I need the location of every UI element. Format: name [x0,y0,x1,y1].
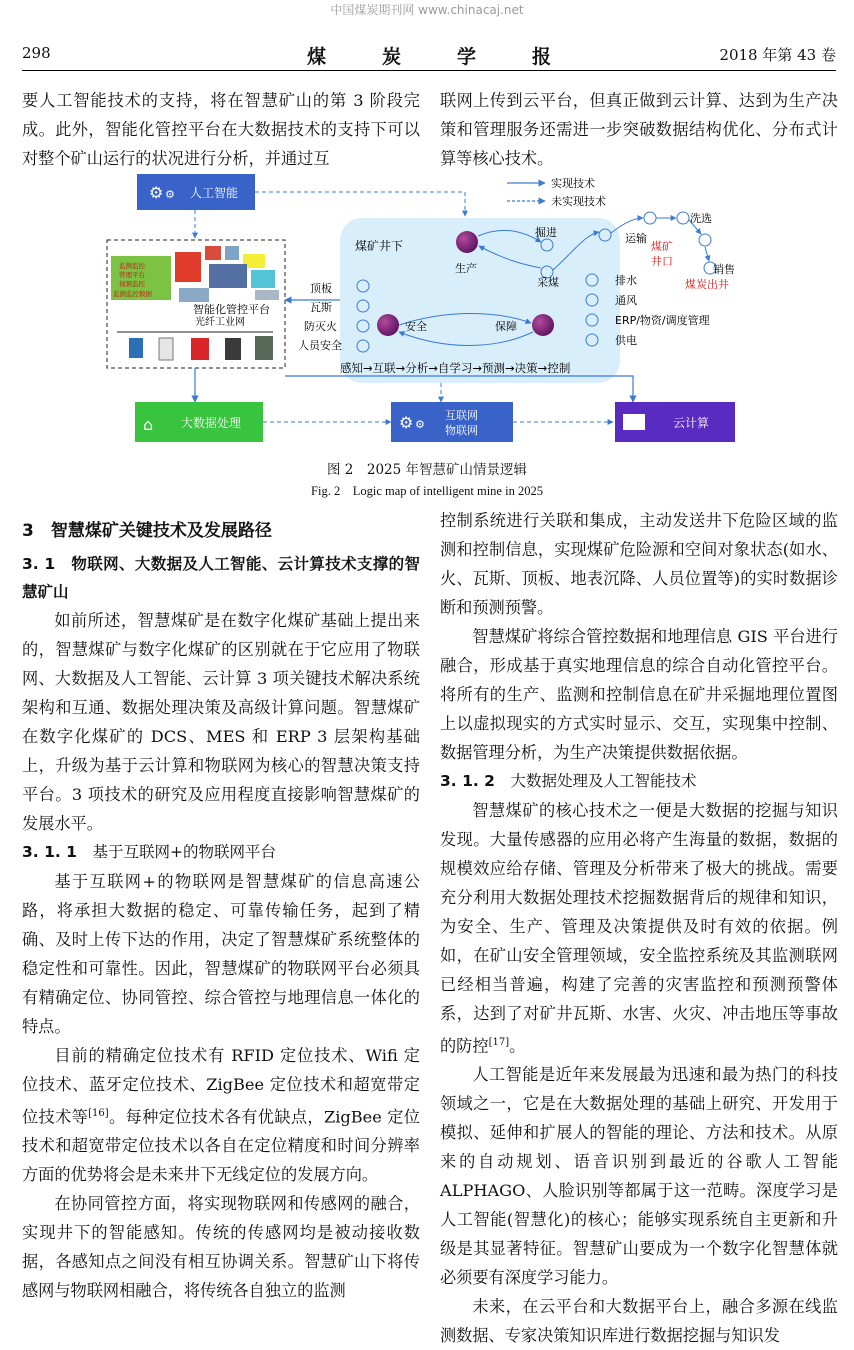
paragraph: 要人工智能技术的支持，将在智慧矿山的第 3 阶段完成。此外，智能化管控平台在大数据技术的支持下可以对整个矿山运行的状况进行分析，并通过互 [22,91,420,168]
svg-text:井口: 井口 [651,255,673,268]
support-label: 保障 [495,320,517,333]
paragraph: 智慧煤矿的核心技术之一便是大数据的挖掘与知识发现。大量传感器的应用必将产生海量的数据，数据的规模效应给存储、管理及分析带来了极大的挑战。需要充分利用大数据处理技术挖掘数据背后的规律和知识，为安全、生产、管理及决策提供及时有效的依据。例如，在矿山安全管理领域，安全监控系统及其监测联网已经相当普遍，构建了完善的灾害监控和预测预警体系，达到了对矿井瓦斯、水害、火灾、冲击地压等事故的防控[17]。 [440,801,838,1056]
safety-label: 安全 [405,320,427,333]
paragraph: 人工智能是近年来发展最为迅速和最为热门的科技领域之一，它是在大数据处理的基础上研究、开发用于模拟、延伸和扩展人的智能的理论、方法和技术。从原来的自动规划、语音识别到最近的谷歌人工智能 ALPHAGO、人脸识别等都属于这一范畴。深度学习是人工智能(智慧化)的核心；能够实现系统自主更新和升级是其显著特征。智慧矿山要成为一个数字化智慧体就必须要有深度学习能力。 [440,1065,838,1288]
citation: [16] [88,1108,109,1119]
legend-unrealized: 未实现技术 [551,195,606,208]
process-chain: 感知→互联→分析→自学习→预测→决策→控制 [340,361,571,375]
page-number: 298 [22,44,51,62]
svg-text:煤炭出井: 煤炭出井 [685,278,729,291]
paragraph: 在协同管控方面，将实现物联网和传感网的融合，实现井下的智能感知。传统的传感网均是被动接收数据，各感知点之间没有相互协调关系。智慧矿山下将传感网与物联网相融合，将传统各自独立的监测 [22,1194,420,1301]
legend-realized: 实现技术 [551,177,595,190]
mine-area [285,218,620,383]
home-icon: ⌂ [143,415,154,434]
gear-icon: ⚙ [415,418,425,431]
section-heading: 3 智慧煤矿关键技术及发展路径 [22,521,272,541]
top-left-text [22,86,420,173]
volume-info: 2018 年第 43 卷 [719,46,836,64]
panel-note: 监测监控数据 [113,290,152,298]
figure-2-diagram [105,170,755,450]
svg-text:监测监控: 监测监控 [119,262,145,270]
support-node [532,314,554,336]
production-node [456,231,478,253]
svg-text:销售: 销售 [713,263,735,276]
bigdata-box [135,402,263,442]
right-column [440,506,838,1350]
svg-text:顶板: 顶板 [310,282,332,295]
gear-icon: ⚙ [165,188,175,201]
cloud-label: 云计算 [673,416,710,430]
journal-title: 煤炭学报 [306,46,607,68]
svg-text:通风: 通风 [615,294,637,307]
subsubsection-heading: 3. 1. 2 大数据处理及人工智能技术 [440,772,697,790]
svg-text:ERP/物资/调度管理: ERP/物资/调度管理 [615,314,710,327]
briefcase-icon [623,414,645,430]
citation: [17] [488,1037,510,1048]
paragraph: 基于互联网+的物联网是智慧煤矿的信息高速公路，将承担大数据的稳定、可靠传输任务，起到了精确、及时上传下达的作用，决定了智慧煤矿系统整体的稳定性和可靠性。因此，智慧煤矿的物联网平台必须具有精确定位、协同管控、综合管控与地理信息一体化的特点。 [22,872,420,1036]
safety-node [377,314,399,336]
panel-title: 智能化管控平台 [193,303,270,316]
paragraph: 控制系统进行关联和集成，主动发送井下危险区域的监测和控制信息，实现煤矿危险源和空间对象状态(如水、火、瓦斯、顶板、地表沉降、人员位置等)的实时数据诊断和预测预警。 [440,511,838,617]
ai-box [137,174,255,210]
gear-icon: ⚙ [399,413,414,432]
svg-text:洗选: 洗选 [690,212,712,225]
svg-text:采煤: 采煤 [537,276,559,289]
left-column [22,514,420,1305]
left-panel [107,240,285,368]
mine-label: 煤矿井下 [355,239,404,253]
bigdata-label: 大数据处理 [181,416,242,430]
paragraph: 目前的精确定位技术有 RFID 定位技术、Wifi 定位技术、蓝牙定位技术、ZigBee 定位技术和超宽带定位技术等[16]。每种定位技术各有优缺点，ZigBee 定位技术和超宽带定位技术以各自在定位精度和时间分辨率方面的优势将会是未来井下无线定位的发展方向。 [22,1046,420,1185]
watermark: 中国煤炭期刊网 www.chinacaj.net [330,3,524,17]
svg-text:运输: 运输 [625,232,647,245]
paragraph: 联网上传到云平台，但真正做到云计算、达到为生产决策和管理服务还需进一步突破数据结构优化、分布式计算等核心技术。 [440,91,838,168]
iot-box [391,402,513,442]
svg-text:瓦斯: 瓦斯 [310,301,332,314]
paragraph: 未来，在云平台和大数据平台上，融合多源在线监测数据、专家决策知识库进行数据挖掘与知识发 [440,1297,838,1346]
ai-label: 人工智能 [190,186,239,200]
figure-caption-en: Fig. 2 Logic map of intelligent mine in 2025 [311,484,543,498]
cloud-box [615,402,735,442]
svg-text:排水: 排水 [615,274,637,287]
iot-label-1: 互联网 [445,409,478,422]
svg-text:煤矿: 煤矿 [651,240,673,253]
top-right-text [440,86,838,173]
panel-subtitle: 光纤工业网 [195,317,245,328]
paragraph: 如前所述，智慧煤矿是在数字化煤矿基础上提出来的，智慧煤矿与数字化煤矿的区别就在于它应用了物联网、大数据及人工智能、云计算 3 项关键技术解决系统架构和互通、数据处理决策及高级计算问题。智慧煤矿在数字化煤矿的 DCS、MES 和 ERP 3 层架构基础上，升级为基于云计算和物联网为核心的智慧决策支持平台。3 项技术的研究及应用程度直接影响智慧煤矿的发展水平。 [22,611,420,833]
production-label: 生产 [455,262,477,275]
subsubsection-heading: 3. 1. 1 基于互联网+的物联网平台 [22,843,276,861]
svg-text:管理平台: 管理平台 [119,271,145,279]
page-header [22,44,836,71]
svg-text:掘进: 掘进 [535,226,557,239]
figure-caption-cn: 图 2 2025 年智慧矿山情景逻辑 [326,462,528,478]
svg-text:视频监控: 视频监控 [119,280,145,288]
subsection-heading: 3. 1 物联网、大数据及人工智能、云计算技术支撑的智慧矿山 [22,555,420,601]
gear-icon: ⚙ [149,183,164,202]
legend [507,176,606,208]
paragraph: 智慧煤矿将综合管控数据和地理信息 GIS 平台进行融合，形成基于真实地理信息的综合自动化管控平台。将所有的生产、监测和控制信息在矿井采掘地理位置图上以虚拟现实的方式实时显示、交互，实现集中控制、数据管理分析，为生产决策提供数据依据。 [440,627,838,762]
svg-text:防灭火: 防灭火 [304,320,337,333]
iot-label-2: 物联网 [445,424,478,437]
svg-text:人员安全: 人员安全 [298,339,342,352]
svg-text:供电: 供电 [615,334,637,347]
